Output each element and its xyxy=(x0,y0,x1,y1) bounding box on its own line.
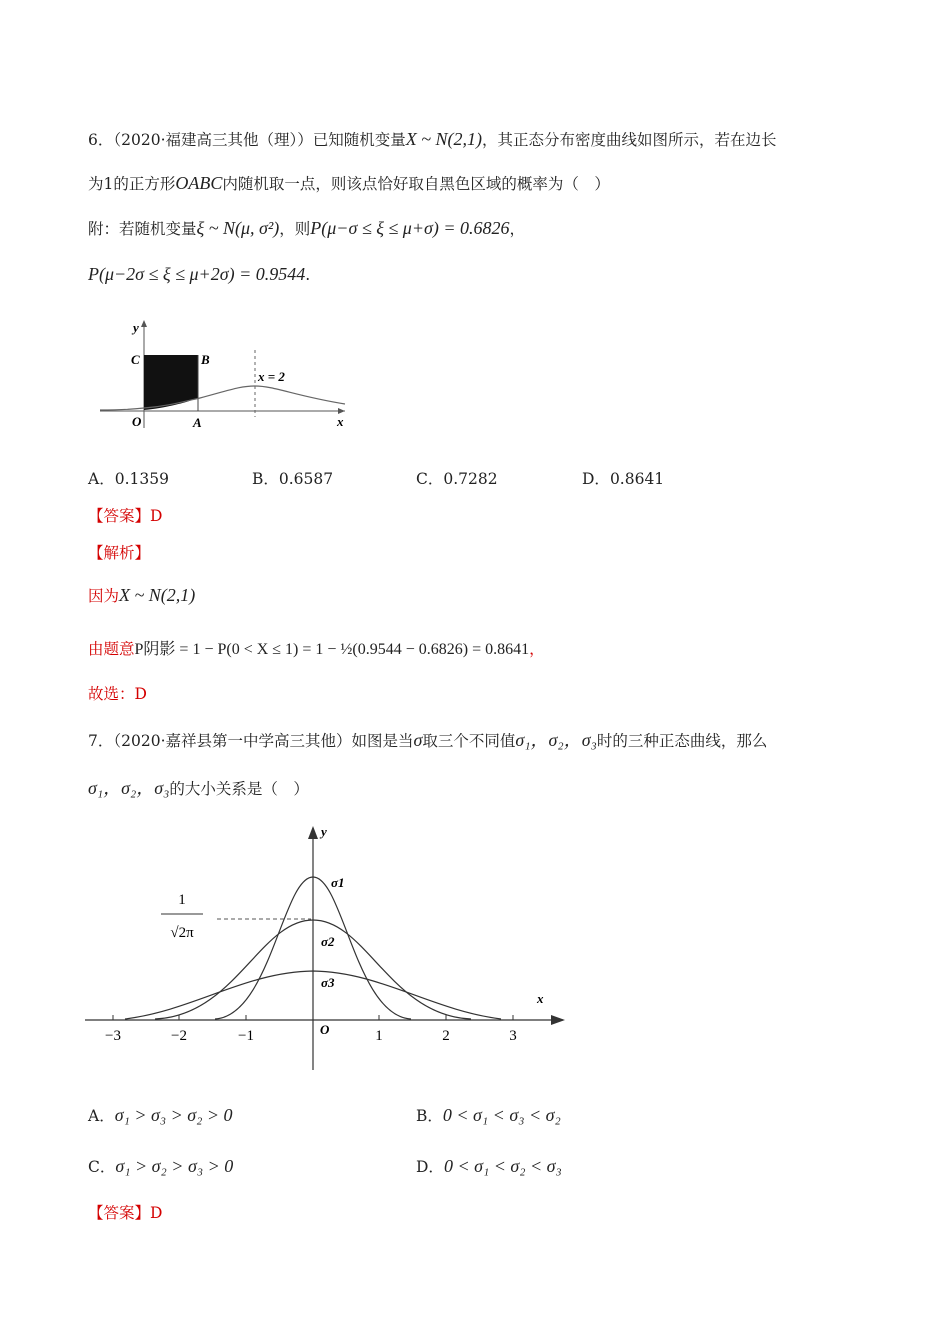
q7-sigma: σ xyxy=(413,730,423,750)
q7-option-c-label: C． xyxy=(88,1158,116,1176)
q7-sigma2-label: σ2 xyxy=(321,934,335,949)
q7-option-d[interactable] xyxy=(416,1155,562,1177)
q7-option-a-label: A． xyxy=(88,1107,115,1125)
q7-tick-neg2: −2 xyxy=(171,1028,187,1044)
q7-option-c[interactable] xyxy=(88,1155,233,1177)
q7-sigma3-label: σ3 xyxy=(321,975,335,990)
q6-option-b-label: B． xyxy=(252,470,279,488)
q7-frac-numerator: 1 xyxy=(178,892,186,908)
q7-tick-neg1: −1 xyxy=(238,1028,254,1044)
q6-origin-label: O xyxy=(132,414,142,429)
q6-point-b-label: B xyxy=(201,352,210,367)
q7-tick-2: 2 xyxy=(442,1028,450,1044)
q6-note-line-2 xyxy=(88,264,310,285)
q7-stem-text: 如图是当 xyxy=(351,732,414,750)
q6-note-comma: ， xyxy=(509,220,526,238)
q7-stem-line-1 xyxy=(88,726,767,752)
q7-stem-text-3: 时的三种正态曲线，那么 xyxy=(596,732,768,750)
q7-x-label: x xyxy=(537,991,544,1006)
q7-option-d-label: D． xyxy=(416,1158,444,1176)
q6-solution-text-2: 由题意 xyxy=(88,640,135,658)
q6-solution-conclusion: 故选：D xyxy=(88,685,147,703)
q7-stem-text-4: 的大小关系是（ ） xyxy=(169,780,309,798)
q6-point-a-label: A xyxy=(193,415,202,430)
q7-tick-neg3: −3 xyxy=(105,1028,121,1044)
q6-note-period: . xyxy=(305,266,311,284)
q6-solution-formula: P阴影 = 1 − P(0 < X ≤ 1) = 1 − ½(0.9544 − 0.6826) = 0.8641 xyxy=(134,641,530,658)
q6-source: （2020·福建高三其他（理）） xyxy=(113,131,313,149)
q6-note-formula-1: P(μ−σ ≤ ξ ≤ μ+σ) = 0.6826 xyxy=(310,218,510,238)
q6-number: 6． xyxy=(88,131,114,149)
q6-point-c-label: C xyxy=(131,352,140,367)
q6-option-c-label: C． xyxy=(416,470,444,488)
q6-note-text-2: ，则 xyxy=(279,220,311,238)
q6-option-a[interactable] xyxy=(88,467,169,489)
q7-option-b-value: 0 < σ₁ < σ₃ < σ₂ xyxy=(442,1105,561,1125)
q6-option-d-value: 0.8641 xyxy=(609,470,665,488)
q6-answer-value: D xyxy=(150,507,163,525)
q7-number: 7． xyxy=(88,732,114,750)
q7-sigmas-2: σ₁，σ₂，σ₃ xyxy=(88,778,170,798)
q6-stem-text-2: ，其正态分布密度曲线如图所示，若在边长 xyxy=(482,131,777,149)
q6-y-label: y xyxy=(133,320,139,335)
q7-option-b-label: B． xyxy=(416,1107,443,1125)
q6-line-equation: x = 2 xyxy=(258,369,285,384)
q6-note-formula-2: P(μ−2σ ≤ ξ ≤ μ+2σ) = 0.9544 xyxy=(88,264,306,284)
q6-stem-line-1 xyxy=(88,128,777,150)
q6-stem-text: 已知随机变量 xyxy=(312,131,406,149)
q6-option-b[interactable] xyxy=(252,467,333,489)
q6-solution-line-2 xyxy=(88,636,545,659)
q7-sigma1-label: σ1 xyxy=(331,875,345,890)
q7-frac-denominator: √2π xyxy=(170,925,194,941)
q6-note-text: 附：若随机变量 xyxy=(88,220,197,238)
q6-note-line-1 xyxy=(88,217,525,239)
q7-option-a[interactable] xyxy=(88,1104,233,1126)
q7-figure xyxy=(85,820,570,1075)
q7-source: （2020·嘉祥县第一中学高三其他） xyxy=(113,732,352,750)
q7-option-c-value: σ₁ > σ₂ > σ₃ > 0 xyxy=(115,1156,234,1176)
q7-y-label: y xyxy=(321,824,327,839)
q6-stem-text-3: 为1的正方形 xyxy=(88,175,176,193)
q6-solution-distribution: X ~ N(2,1) xyxy=(119,585,196,605)
q6-answer-tag: 【答案】 xyxy=(88,507,151,525)
q7-option-a-value: σ₁ > σ₃ > σ₂ > 0 xyxy=(114,1105,233,1125)
q7-option-d-value: 0 < σ₁ < σ₂ < σ₃ xyxy=(443,1156,562,1176)
q6-stem-text-4: 内随机取一点，则该点恰好取自黑色区域的概率为（ ） xyxy=(222,175,610,193)
q6-option-d[interactable] xyxy=(582,467,664,489)
q6-square-name: OABC xyxy=(175,173,223,193)
q7-stem-text-2: 取三个不同值 xyxy=(422,732,516,750)
q6-x-label: x xyxy=(337,414,344,429)
q6-analysis-tag: 【解析】 xyxy=(88,544,151,562)
q6-distribution: X ~ N(2,1) xyxy=(405,129,482,149)
q6-note-distribution: ξ ~ N(μ, σ²) xyxy=(196,218,280,238)
q7-tick-3: 3 xyxy=(509,1028,517,1044)
q6-answer-line xyxy=(88,504,162,526)
q6-solution-comma: ， xyxy=(529,640,545,658)
q7-sigmas: σ₁，σ₂，σ₃ xyxy=(515,730,597,750)
q6-stem-line-2 xyxy=(88,172,610,194)
q7-answer-line xyxy=(88,1201,162,1223)
q7-answer-value: D xyxy=(150,1204,163,1222)
q6-option-a-value: 0.1359 xyxy=(114,470,169,488)
q6-figure xyxy=(95,318,355,433)
q7-origin-label: O xyxy=(320,1022,330,1037)
q7-answer-tag: 【答案】 xyxy=(88,1204,151,1222)
q6-option-c[interactable] xyxy=(416,467,498,489)
q7-option-b[interactable] xyxy=(416,1104,561,1126)
q6-solution-line-1 xyxy=(88,584,195,606)
q6-solution-text: 因为 xyxy=(88,587,120,605)
q7-tick-1: 1 xyxy=(375,1028,383,1044)
q7-stem-line-2 xyxy=(88,774,309,800)
q6-option-a-label: A． xyxy=(88,470,115,488)
q6-option-b-value: 0.6587 xyxy=(278,470,334,488)
q6-option-d-label: D． xyxy=(582,470,610,488)
q6-option-c-value: 0.7282 xyxy=(443,470,498,488)
